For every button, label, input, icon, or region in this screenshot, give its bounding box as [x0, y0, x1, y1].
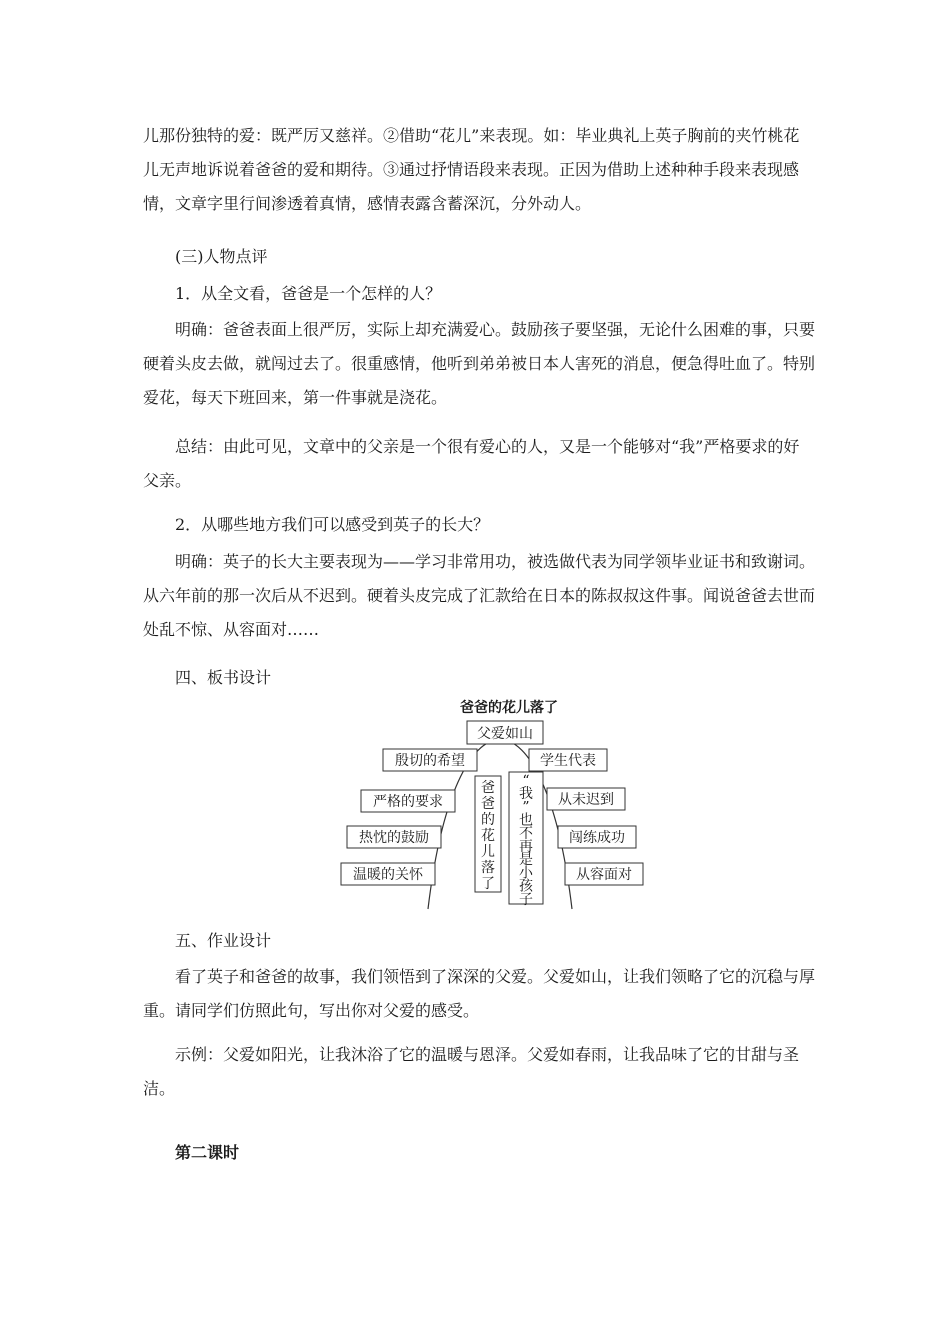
- left-label-4: 温暖的关怀: [353, 867, 423, 883]
- cr-chars-char: 孩: [519, 878, 533, 895]
- section-heading-board-design: 四、板书设计: [175, 668, 272, 687]
- center-right-quote: [519, 773, 534, 908]
- right-label-1: 学生代表: [540, 753, 596, 769]
- section-heading-character-review: (三)人物点评: [175, 247, 268, 266]
- left-label-2: 严格的要求: [373, 794, 443, 810]
- cr-chars-char: 不: [519, 825, 533, 842]
- answer-1: 明确：爸爸表面上很严厉，实际上却充满爱心。鼓励孩子要坚强，无论什么困难的事，只要硬着头皮去做，就闯过去了。很重感情，他听到弟弟被日本人害死的消息，便急得吐血了。特别爱花，每天下班回来，第一件事就是浇花。: [143, 320, 816, 407]
- cr-chars-char: 是: [519, 852, 533, 869]
- center-left-title: [481, 780, 495, 892]
- cl-chars-char: 的: [481, 812, 495, 828]
- cl-chars-char: 花: [481, 828, 495, 844]
- cr-chars-char: 子: [519, 891, 533, 908]
- homework-example: 示例：父爱如阳光，让我沐浴了它的温暖与恩泽。父爱如春雨，让我品味了它的甘甜与圣洁。: [143, 1045, 800, 1098]
- right-label-4: 从容面对: [576, 867, 632, 883]
- cl-chars-char: 爸: [481, 796, 495, 812]
- right-label-3: 闯练成功: [569, 830, 625, 846]
- paragraph-continuation: 儿那份独特的爱：既严厉又慈祥。②借助“花儿”来表现。如：毕业典礼上英子胸前的夹竹桃花儿无声地诉说着爸爸的爱和期待。③通过抒情语段来表现。正因为借助上述种种手段来表现感情，文章字里行间渗透着真情，感情表露含蓄深沉，分外动人。: [143, 126, 800, 213]
- section-heading-homework: 五、作业设计: [175, 931, 272, 950]
- cr-chars-char: “: [522, 773, 530, 789]
- cl-chars-char: 爸: [481, 780, 495, 796]
- top-box-label: 父爱如山: [477, 726, 533, 742]
- cr-chars-char: 也: [519, 812, 533, 829]
- cl-chars-char: 了: [481, 876, 495, 892]
- left-label-3: 热忱的鼓励: [359, 830, 429, 846]
- question-1: 1．从全文看，爸爸是一个怎样的人？: [175, 284, 442, 303]
- cr-chars-char: ”: [522, 799, 530, 816]
- cr-chars-char: 小: [519, 865, 533, 882]
- summary-1: 总结：由此可见，文章中的父亲是一个很有爱心的人，又是一个能够对“我”严格要求的好父亲。: [143, 437, 800, 490]
- board-design-diagram: [330, 693, 660, 915]
- question-2: 2．从哪些地方我们可以感受到英子的长大？: [175, 515, 490, 534]
- cl-chars-char: 儿: [481, 844, 495, 860]
- homework-text: 看了英子和爸爸的故事，我们领悟到了深深的父爱。父爱如山，让我们领略了它的沉稳与厚重。请同学们仿照此句，写出你对父爱的感受。: [143, 967, 816, 1020]
- cr-chars-char: 再: [519, 839, 533, 855]
- diagram-title: 爸爸的花儿落了: [460, 700, 558, 716]
- right-label-2: 从未迟到: [558, 792, 614, 808]
- answer-2: 明确：英子的长大主要表现为——学习非常用功，被选做代表为同学领毕业证书和致谢词。从六年前的那一次后从不迟到。硬着头皮完成了汇款给在日本的陈叔叔这件事。闻说爸爸去世而处乱不惊、从容面对……: [143, 552, 816, 639]
- lesson-two-heading: 第二课时: [175, 1143, 240, 1162]
- cl-chars-char: 落: [481, 860, 495, 876]
- cr-chars-char: 我: [519, 786, 533, 803]
- left-label-1: 殷切的希望: [395, 753, 465, 769]
